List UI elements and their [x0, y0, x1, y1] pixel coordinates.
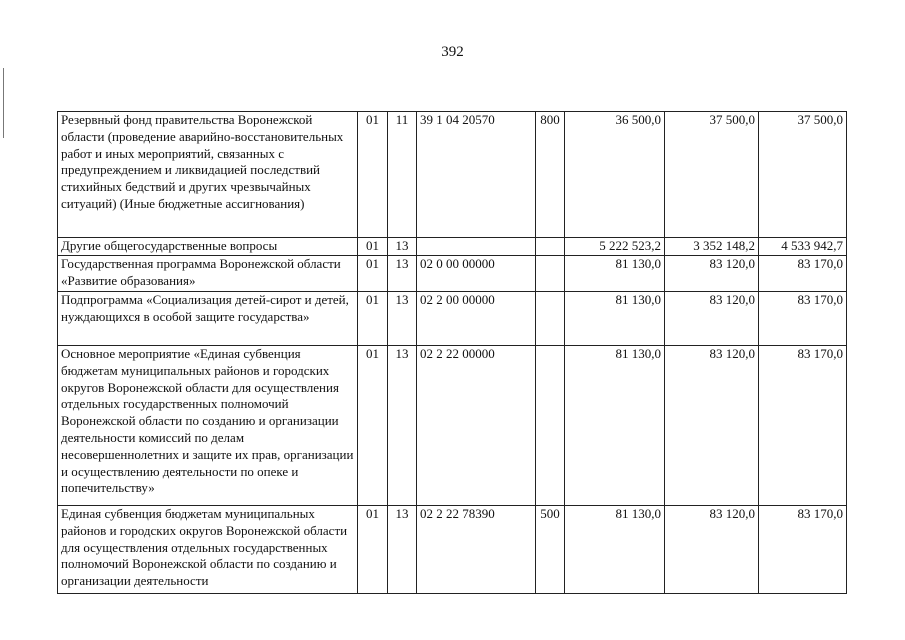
table-row	[58, 346, 847, 506]
subsection-code: 13	[388, 256, 417, 292]
row-name: Единая субвенция бюджетам муниципальных районов и городских округов Воронежской области для осуществления отдельных государственных полномочий Воронежской области по созданию и организации деятельности	[58, 506, 358, 594]
subsection-code: 13	[388, 506, 417, 594]
amount-year-2: 3 352 148,2	[665, 238, 759, 256]
section-code: 01	[358, 292, 388, 346]
expense-type-code	[536, 346, 565, 506]
row-name: Государственная программа Воронежской области «Развитие образования»	[58, 256, 358, 292]
row-name: Другие общегосударственные вопросы	[58, 238, 358, 256]
row-name: Основное мероприятие «Единая субвенция бюджетам муниципальных районов и городских округов Воронежской области для осуществления отдельных государственных полномочий Воронежской области по созданию и организации деятельности комиссий по делам несовершеннолетних и защите их прав, организации и осуществлению деятельности по опеке и попечительству»	[58, 346, 358, 506]
amount-year-2: 83 120,0	[665, 292, 759, 346]
amount-year-1: 81 130,0	[565, 346, 665, 506]
subsection-code: 11	[388, 112, 417, 238]
amount-year-1: 81 130,0	[565, 256, 665, 292]
amount-year-3: 83 170,0	[759, 506, 847, 594]
amount-year-2: 83 120,0	[665, 346, 759, 506]
table-body	[58, 112, 847, 594]
expense-type-code: 800	[536, 112, 565, 238]
amount-year-3: 4 533 942,7	[759, 238, 847, 256]
section-code: 01	[358, 238, 388, 256]
target-article-code: 02 0 00 00000	[417, 256, 536, 292]
expense-type-code	[536, 292, 565, 346]
table-row	[58, 256, 847, 292]
subsection-code: 13	[388, 238, 417, 256]
amount-year-1: 81 130,0	[565, 292, 665, 346]
section-code: 01	[358, 112, 388, 238]
table-row	[58, 292, 847, 346]
amount-year-2: 83 120,0	[665, 256, 759, 292]
row-name: Подпрограмма «Социализация детей-сирот и детей, нуждающихся в особой защите государства»	[58, 292, 358, 346]
target-article-code: 02 2 00 00000	[417, 292, 536, 346]
budget-table	[57, 111, 847, 594]
table-row	[58, 238, 847, 256]
amount-year-1: 5 222 523,2	[565, 238, 665, 256]
section-code: 01	[358, 256, 388, 292]
target-article-code: 39 1 04 20570	[417, 112, 536, 238]
amount-year-3: 37 500,0	[759, 112, 847, 238]
table-row	[58, 112, 847, 238]
target-article-code	[417, 238, 536, 256]
amount-year-3: 83 170,0	[759, 292, 847, 346]
section-code: 01	[358, 506, 388, 594]
target-article-code: 02 2 22 78390	[417, 506, 536, 594]
amount-year-3: 83 170,0	[759, 346, 847, 506]
expense-type-code	[536, 256, 565, 292]
scan-edge-mark	[3, 68, 4, 138]
subsection-code: 13	[388, 346, 417, 506]
expense-type-code	[536, 238, 565, 256]
amount-year-2: 37 500,0	[665, 112, 759, 238]
subsection-code: 13	[388, 292, 417, 346]
expense-type-code: 500	[536, 506, 565, 594]
amount-year-1: 36 500,0	[565, 112, 665, 238]
amount-year-2: 83 120,0	[665, 506, 759, 594]
row-name: Резервный фонд правительства Воронежской области (проведение аварийно-восстановительных работ и иных мероприятий, связанных с предупреждением и ликвидацией последствий стихийных бедствий и других чрезвычайных ситуаций) (Иные бюджетные ассигнования)	[58, 112, 358, 238]
amount-year-1: 81 130,0	[565, 506, 665, 594]
amount-year-3: 83 170,0	[759, 256, 847, 292]
page-number: 392	[441, 44, 464, 60]
target-article-code: 02 2 22 00000	[417, 346, 536, 506]
section-code: 01	[358, 346, 388, 506]
table-row	[58, 506, 847, 594]
